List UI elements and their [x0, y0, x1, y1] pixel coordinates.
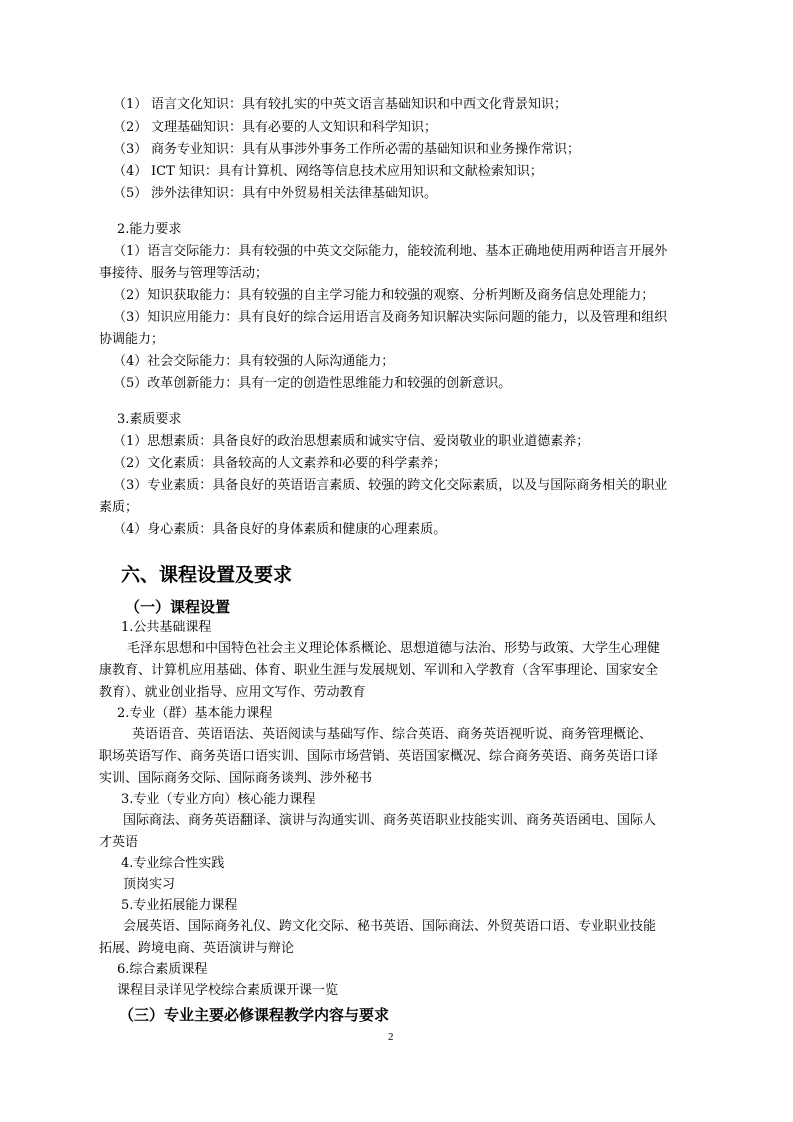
knowledge-item: [113, 97, 567, 113]
group-line: 课程目录详见学校综合素质课开课一览: [117, 983, 339, 998]
ability-line: （2）知识获取能力：具有较强的自主学习能力和较强的观察、分析判断及商务信息处理能力；: [113, 288, 655, 303]
group-heading: 5.专业拓展能力课程: [121, 898, 238, 913]
quality-heading: 3.素质要求: [117, 412, 182, 427]
group-heading: 1.公共基础课程: [121, 620, 212, 635]
knowledge-item: [113, 164, 543, 180]
quality-line: （2）文化素质：具备较高的人文素养和必要的科学素养；: [113, 456, 447, 471]
group-line: 实训、国际商务交际、国际商务谈判、涉外秘书: [99, 771, 373, 786]
item-number: （2）: [113, 120, 148, 135]
group-line: 毛泽东思想和中国特色社会主义理论体系概论、思想道德与法治、形势与政策、大学生心理健: [127, 641, 661, 656]
group-line: 拓展、跨境电商、英语演讲与辩论: [99, 941, 295, 956]
group-line: 职场英语写作、商务英语口语实训、国际市场营销、英语国家概况、综合商务英语、商务英语口译: [99, 749, 659, 764]
ability-line: （3）知识应用能力：具有良好的综合运用语言及商务知识解决实际问题的能力，以及管理和组织: [113, 310, 668, 325]
group-line: 国际商法、商务英语翻译、演讲与沟通实训、商务英语职业技能实训、商务英语函电、国际人: [123, 813, 657, 828]
quality-line: （1）思想素质：具备良好的政治思想素质和诚实守信、爱岗敬业的职业道德素养；: [113, 434, 590, 449]
knowledge-item: [113, 142, 580, 158]
subsection-title: （三）专业主要必修课程教学内容与要求: [119, 1006, 390, 1024]
group-heading: 3.专业（专业方向）核心能力课程: [121, 792, 316, 807]
item-text: 涉外法律知识：具有中外贸易相关法律基础知识。: [151, 186, 438, 201]
quality-line: （3）专业素质：具备良好的英语语言素质、较强的跨文化交际素质，以及与国际商务相关的职业: [113, 478, 668, 493]
item-number: （5）: [113, 186, 148, 201]
subsection-title: （一）课程设置: [125, 598, 231, 616]
group-line: 教育）、就业创业指导、应用文写作、劳动教育: [99, 685, 366, 700]
group-heading: 4.专业综合性实践: [121, 856, 225, 871]
group-line: 康教育、计算机应用基础、体育、职业生涯与发展规划、军训和入学教育（含军事理论、国家安全: [99, 663, 659, 678]
group-heading: 6.综合素质课程: [117, 962, 208, 977]
group-line: 才英语: [99, 835, 139, 850]
ability-line: （5）改革创新能力：具有一定的创造性思维能力和较强的创新意识。: [113, 376, 512, 391]
group-line: 会展英语、国际商务礼仪、跨文化交际、秘书英语、国际商法、外贸英语口语、专业职业技能: [123, 919, 657, 934]
item-text: 语言文化知识：具有较扎实的中英文语言基础知识和中西文化背景知识；: [151, 97, 568, 112]
ability-line: 协调能力；: [99, 332, 165, 347]
ability-heading: 2.能力要求: [117, 222, 182, 237]
item-number: （4）: [113, 164, 148, 179]
item-text: 商务专业知识：具有从事涉外事务工作所必需的基础知识和业务操作常识；: [151, 142, 581, 157]
ability-line: 事接待、服务与管理等活动；: [99, 266, 269, 281]
group-line: 英语语音、英语语法、英语阅读与基础写作、综合英语、商务英语视听说、商务管理概论、: [132, 727, 653, 742]
item-number: （3）: [113, 142, 148, 157]
page-number: 2: [388, 1031, 394, 1043]
item-text: 文理基础知识：具有必要的人文知识和科学知识；: [151, 120, 438, 135]
group-heading: 2.专业（群）基本能力课程: [117, 706, 273, 721]
knowledge-item: [113, 186, 437, 202]
ability-line: （4）社会交际能力：具有较强的人际沟通能力；: [113, 354, 395, 369]
section-title: 六、课程设置及要求: [121, 564, 293, 586]
group-line: 顶岗实习: [123, 877, 176, 892]
knowledge-item: [113, 120, 437, 136]
ability-line: （1）语言交际能力：具有较强的中英文交际能力，能较流利地、基本正确地使用两种语言开展外: [113, 244, 668, 259]
quality-line: 素质；: [99, 500, 139, 515]
item-number: （1）: [113, 97, 148, 112]
item-text: ICT 知识：具有计算机、网络等信息技术应用知识和文献检索知识；: [151, 164, 543, 179]
quality-line: （4）身心素质：具备良好的身体素质和健康的心理素质。: [113, 522, 447, 537]
